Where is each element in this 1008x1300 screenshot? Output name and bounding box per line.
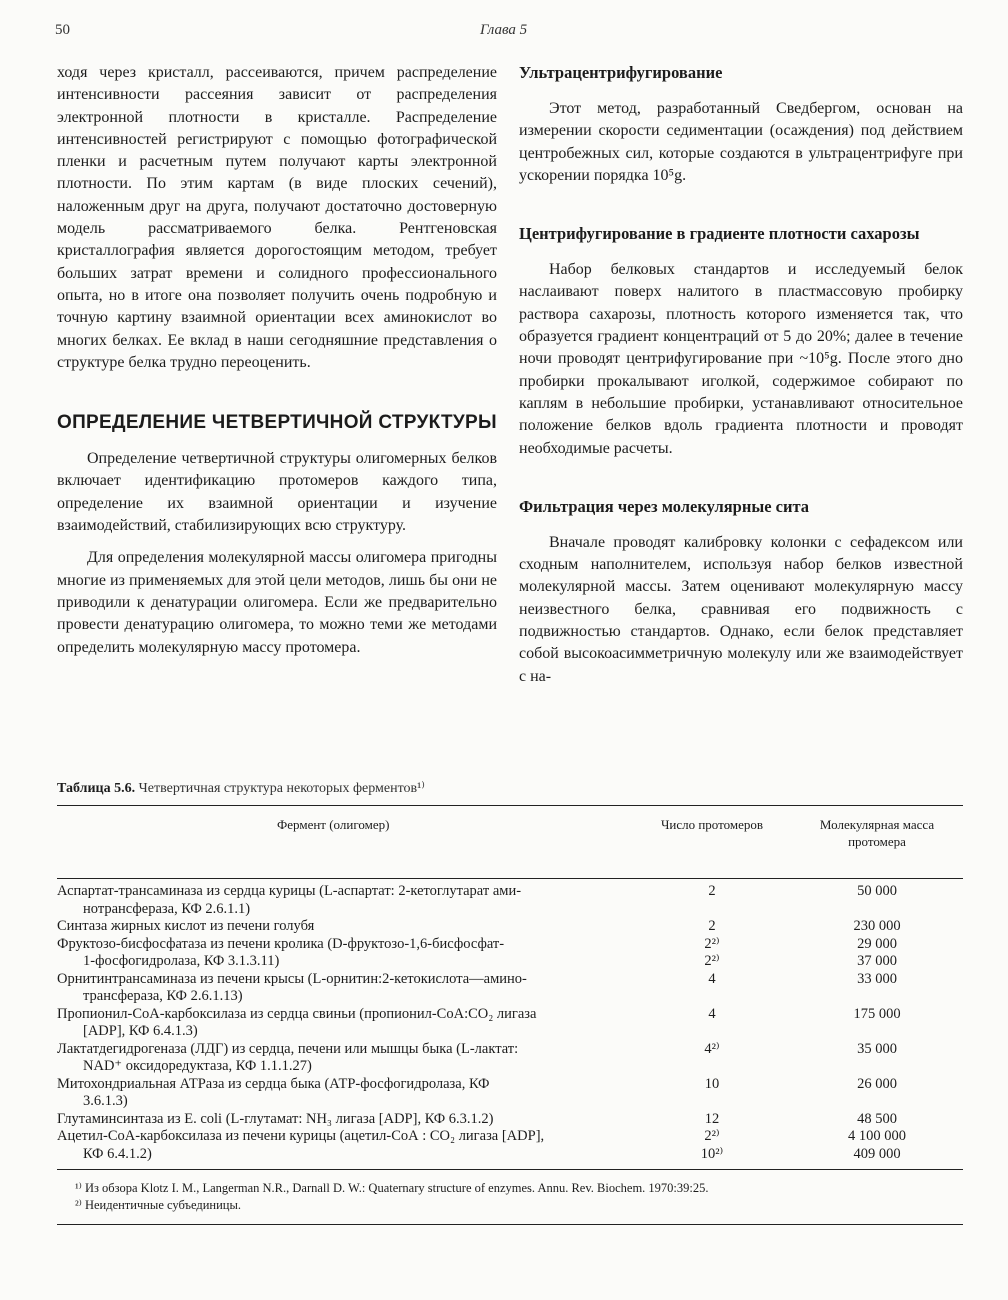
cell-enzyme [57, 1111, 632, 1129]
paragraph-ultracentrifugation: Этот метод, разработанный Сведбергом, основан на измерении скорости седиментации (осаждения) под действием центробежных сил, которые создаются в ультрацентрифуге при ускорении порядка 10⁵g. [519, 100, 963, 184]
subheading-ultracentrifugation: Ультрацентрифугирование [519, 63, 723, 82]
table-end-rule [57, 1224, 963, 1225]
cell-protomers-value: 2 [708, 883, 716, 899]
cell-protomers [657, 883, 767, 901]
cell-mass [812, 1111, 942, 1129]
cell-mass-value: 175 000 [853, 1005, 901, 1022]
cell-enzyme-continuation: [ADP], КФ 6.4.1.3) [83, 1023, 198, 1039]
cell-mass [812, 936, 942, 971]
table-footnotes [57, 1170, 963, 1224]
cell-protomers-value: 10²⁾ [700, 1145, 724, 1162]
cell-enzyme [57, 936, 632, 971]
footnote: ¹⁾ Из обзора Klotz I. M., Langerman N.R., Darnall D. W.: Quaternary structure of enzymes. Annu. Rev. Biochem. 1970:39:25. [75, 1181, 709, 1195]
cell-protomers-value: 2²⁾ [704, 935, 720, 952]
table-caption-label: Таблица 5.6. [57, 781, 136, 796]
cell-enzyme [57, 1006, 632, 1041]
table-row [57, 1041, 963, 1076]
cell-protomers-value: 2²⁾ [704, 1128, 720, 1144]
table-header [57, 806, 963, 878]
paragraph-molecular-mass: Для определения молекулярной массы олигомера пригодны многие из применяемых для этой цели методов, лишь бы они не приводили к денатурации олигомера. Если же предварительно провести денатурацию олигомера, то можно теми же методами определить молекулярную массу протомера. [57, 549, 497, 656]
cell-protomers-value: 4 [708, 970, 716, 987]
right-column [519, 62, 963, 688]
cell-enzyme-continuation: нотрансфераза, КФ 2.6.1.1) [83, 900, 251, 917]
cell-enzyme-line: Пропионил-СоА-карбоксилаза из сердца свиньи (пропионил-СоА:СО₂ лигаза [57, 1005, 537, 1022]
cell-mass-value: 409 000 [853, 1145, 901, 1162]
cell-mass [812, 971, 942, 989]
table-row [57, 918, 963, 936]
cell-protomers-value: 10 [704, 1075, 720, 1092]
column-header-protomers: Число протомеров [660, 817, 764, 832]
table-body [57, 879, 963, 1169]
footnote: ²⁾ Неидентичные субъединицы. [75, 1198, 242, 1212]
cell-protomers-value: 2 [708, 918, 716, 934]
cell-protomers [657, 1041, 767, 1059]
cell-enzyme-line: Лактатдегидрогеназа (ЛДГ) из сердца, печени или мышцы быка (L-лактат: [57, 1040, 519, 1057]
cell-enzyme-continuation: 3.6.1.3) [83, 1093, 128, 1109]
cell-mass-value: 26 000 [857, 1075, 897, 1092]
cell-enzyme [57, 1041, 632, 1076]
cell-mass [812, 1041, 942, 1059]
cell-enzyme-continuation: 1-фосфогидролаза, КФ 3.1.3.11) [83, 953, 280, 969]
cell-mass-value: 4 100 000 [848, 1128, 906, 1144]
cell-mass [812, 1006, 942, 1024]
cell-mass-value: 50 000 [857, 883, 897, 899]
paragraph-sucrose-gradient: Набор белковых стандартов и исследуемый белок наслаивают поверх налитого в пластмассовую пробирку раствора сахарозы, плотность которого изменяется так, что образуется градиент концентраций от 5 до 20%; далее в течение ночи проводят центрифугирование при ~10⁵g. После этого дно пробирки прокалывают иголкой, содержимое собирают по каплям в небольшие пробирки, устанавливают относительное положение белков вдоль градиента плотности и проводят необходимые расчеты. [519, 261, 963, 457]
cell-protomers-value: 12 [704, 1110, 720, 1127]
cell-enzyme-line: Аспартат-трансаминаза из сердца курицы (L-аспартат: 2-кетоглутарат ами- [57, 883, 522, 899]
cell-protomers [657, 1006, 767, 1024]
cell-enzyme-line: Митохондриальная АТРаза из сердца быка (АТР-фосфогидролаза, КФ [57, 1075, 490, 1092]
cell-enzyme [57, 1076, 632, 1111]
cell-protomers [657, 1111, 767, 1129]
cell-protomers [657, 918, 767, 936]
cell-protomers [657, 971, 767, 989]
cell-enzyme-line: Фруктозо-бисфосфатаза из печени кролика (D-фруктозо-1,6-бисфосфат- [57, 935, 505, 952]
cell-enzyme-line: Орнитинтрансаминаза из печени крысы (L-орнитин:2-кетокислота—амино- [57, 970, 527, 987]
paragraph-quaternary-intro: Определение четвертичной структуры олигомерных белков включает идентификацию протомеров каждого типа, определение их взаимной ориентации и изучение взаимодействий, стабилизирующих всю структуру. [57, 450, 497, 535]
enzyme-table [57, 780, 963, 1225]
cell-mass-value: 35 000 [857, 1040, 897, 1057]
cell-protomers [657, 1128, 767, 1163]
cell-enzyme [57, 971, 632, 1006]
cell-protomers-value: 4²⁾ [704, 1040, 720, 1057]
cell-mass [812, 883, 942, 901]
cell-protomers [657, 936, 767, 971]
table-row [57, 936, 963, 971]
cell-mass-value: 230 000 [853, 918, 901, 934]
cell-protomers [657, 1076, 767, 1094]
left-column [57, 62, 497, 659]
table-row [57, 1128, 963, 1163]
cell-enzyme [57, 918, 632, 936]
column-header-enzyme: Фермент (олигомер) [277, 817, 390, 832]
table-caption [57, 780, 963, 797]
cell-mass [812, 1128, 942, 1163]
cell-enzyme [57, 1128, 632, 1163]
table-row [57, 1076, 963, 1111]
cell-protomers-value: 2²⁾ [704, 953, 720, 969]
table-caption-text: Четвертичная структура некоторых ферментов¹⁾ [138, 781, 425, 796]
cell-enzyme-continuation: трансфераза, КФ 2.6.1.13) [83, 988, 243, 1004]
table-row [57, 971, 963, 1006]
cell-mass-value: 48 500 [857, 1110, 897, 1127]
table-row [57, 1111, 963, 1129]
cell-mass-value: 33 000 [857, 970, 897, 987]
cell-enzyme-continuation: КФ 6.4.1.2) [83, 1145, 152, 1162]
page-number: 50 [55, 22, 70, 38]
cell-enzyme [57, 883, 632, 918]
cell-mass [812, 1076, 942, 1094]
cell-enzyme-line: Ацетил-СоА-карбоксилаза из печени курицы (ацетил-СоА : СО₂ лигаза [ADP], [57, 1128, 545, 1144]
running-title: Глава 5 [480, 22, 528, 38]
cell-mass [812, 918, 942, 936]
paragraph-molecular-sieves: Вначале проводят калибровку колонки с сефадексом или сходным наполнителем, используя набор белков известной молекулярной массы. Затем оценивают молекулярную массу неизвестного белка, сравнивая его подвижность с подвижностью стандартов. Однако, если белок представляет собой высокоасимметричную молекулу или же взаимодействует с на- [519, 533, 963, 685]
cell-mass-value: 29 000 [857, 935, 897, 952]
cell-protomers-value: 4 [708, 1005, 716, 1022]
table-row [57, 883, 963, 918]
cell-mass-value: 37 000 [857, 953, 897, 969]
subheading-molecular-sieves: Фильтрация через молекулярные сита [519, 496, 810, 516]
section-heading-quaternary: ОПРЕДЕЛЕНИЕ ЧЕТВЕРТИЧНОЙ СТРУКТУРЫ [57, 412, 497, 434]
cell-enzyme-line: Глутаминсинтаза из E. coli (L-глутамат: NH₃ лигаза [ADP], КФ 6.3.1.2) [57, 1110, 494, 1127]
table-row [57, 1006, 963, 1041]
cell-enzyme-line: Синтаза жирных кислот из печени голубя [57, 918, 315, 934]
cell-enzyme-continuation: NAD⁺ оксидоредуктаза, КФ 1.1.1.27) [83, 1058, 312, 1074]
subheading-sucrose-gradient: Центрифугирование в градиенте плотности сахарозы [519, 224, 920, 244]
column-header-mass: Молекулярная масса протомера [819, 817, 935, 849]
paragraph-xray-continuation: ходя через кристалл, рассеиваются, причем распределение интенсивности рассеяния зависит от распределения электронной плотности в кристалле. Распределение интенсивностей регистрируют с помощью фотографической пленки и расчетным путем получают карты электронной плотности. По этим картам (в виде плоских сечений), наложенным друг на друга, получают достаточно достоверную модель рассматриваемого белка. Рентгеновская кристаллография является дорогостоящим методом, требует больших затрат времени и солидного профессионального опыта, но в итоге она позволяет получить очень подробную и точную картину взаимной ориентации всех аминокислот во многих белках. Ее вклад в наши сегодняшние представления о структуре белка трудно переоценить. [57, 64, 497, 371]
